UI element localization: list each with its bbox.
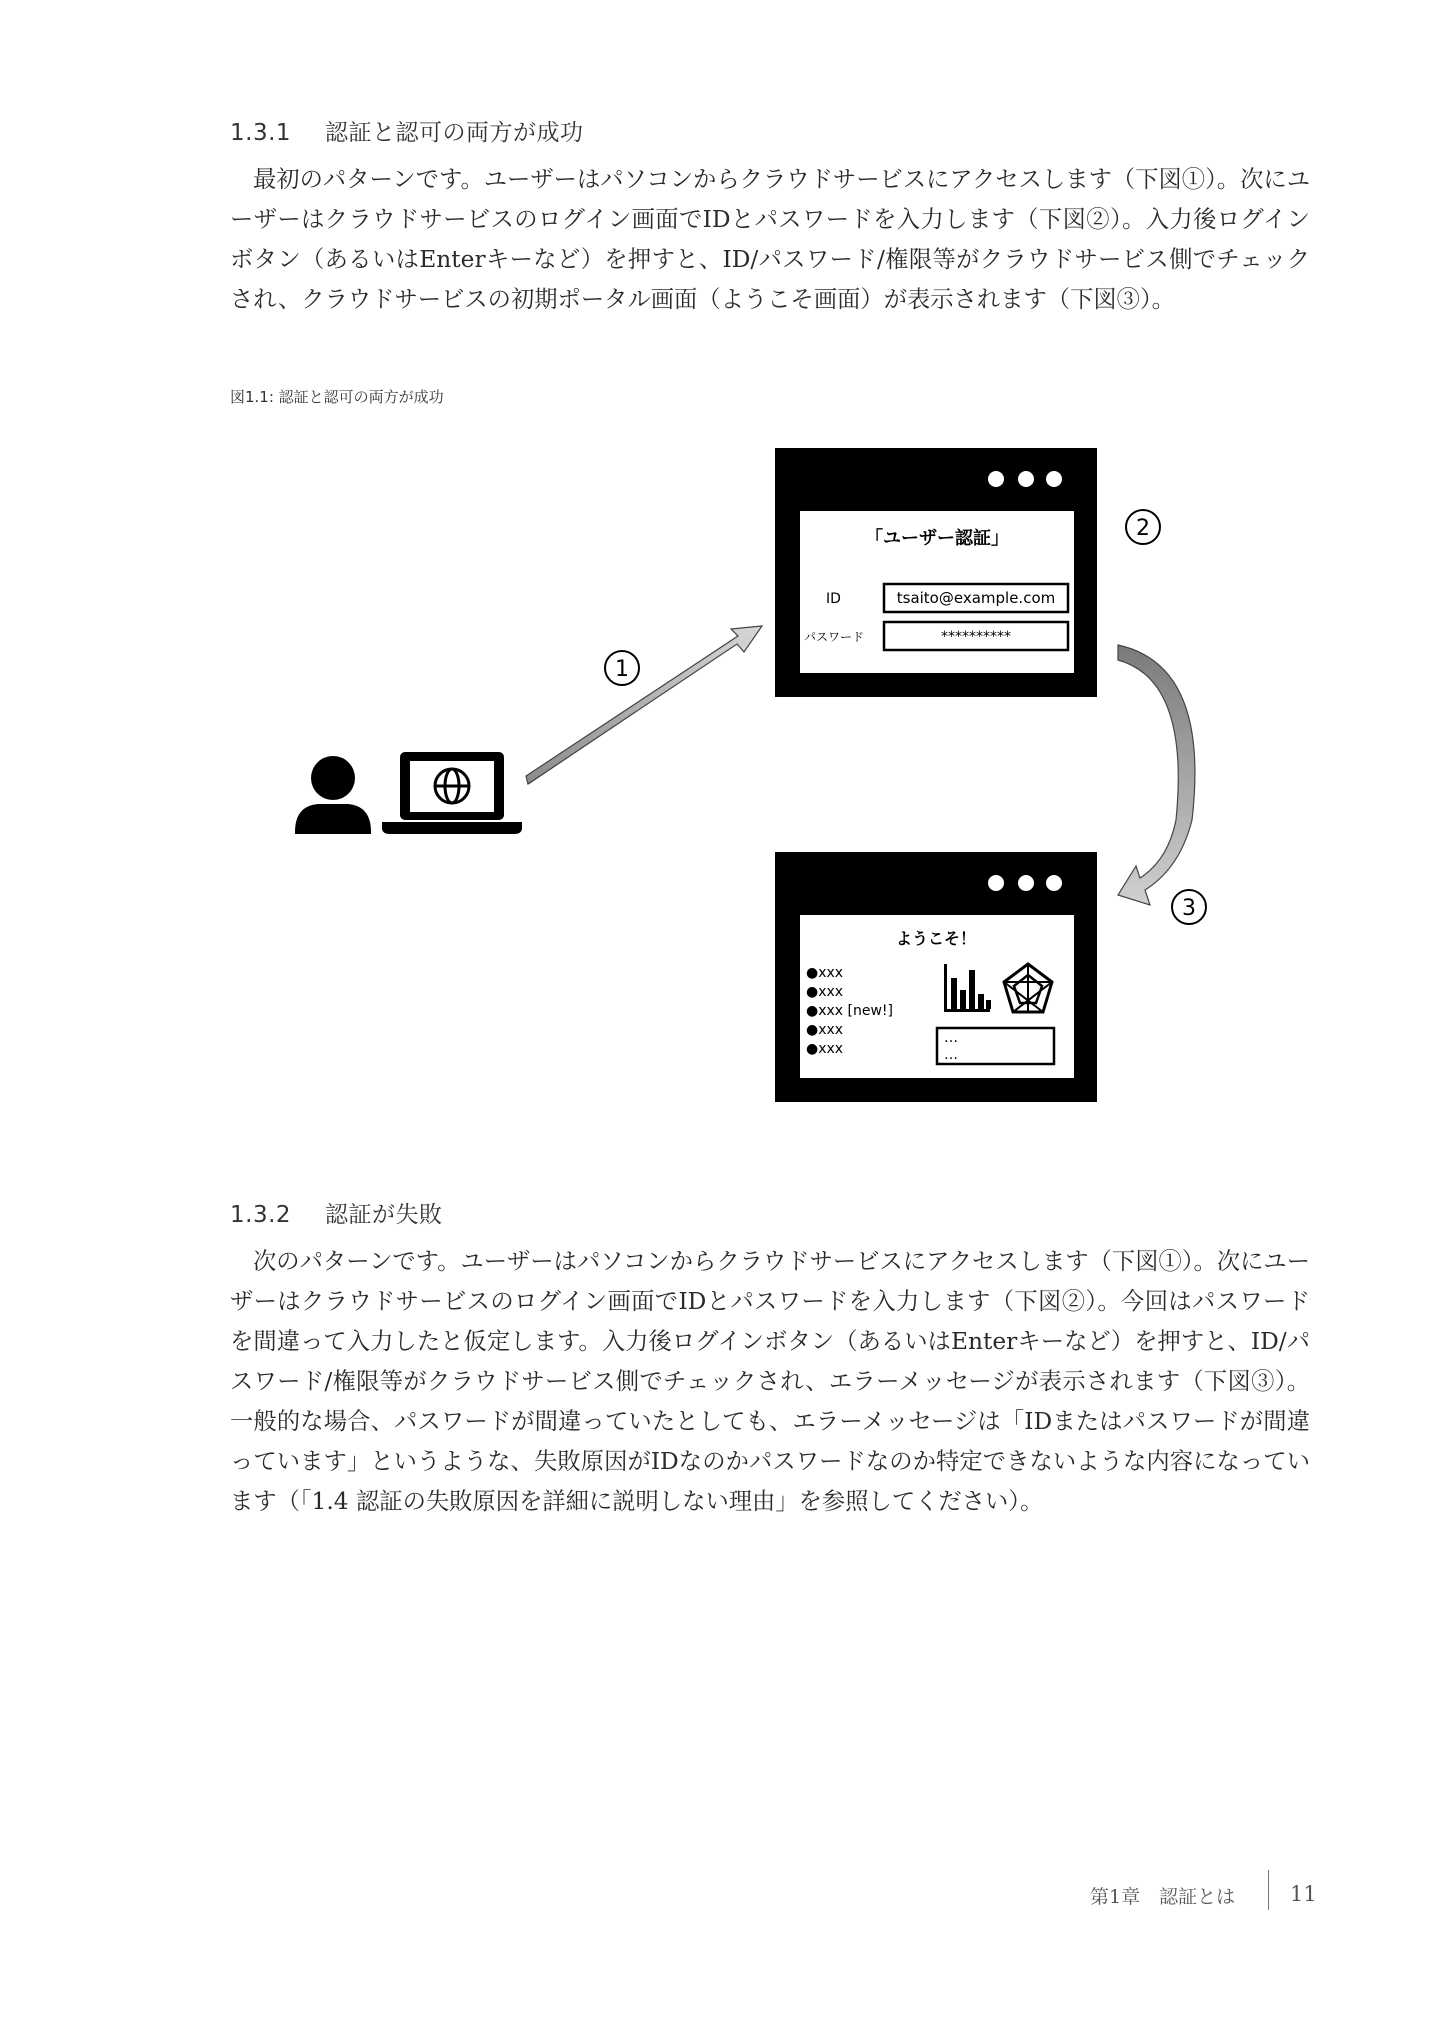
arrow-step-2-to-3: [1118, 645, 1195, 905]
arrow-step-1: [526, 626, 762, 784]
login-id-label: ID: [826, 591, 841, 607]
body-paragraph-1: 最初のパターンです。ユーザーはパソコンからクラウドサービスにアクセスします（下図①）。次にユーザーはクラウドサービスのログイン画面でIDとパスワードを入力します（下図②）。入力後ログインボタン（あるいはEnterキーなど）を押すと、ID/パスワード/権限等がクラウドサービス側でチェックされ、クラウドサービスの初期ポータル画面（ようこそ画面）が表示されます（下図③）。: [230, 166, 1310, 313]
welcome-list-item: ●xxx: [806, 965, 844, 981]
login-id-field: tsaito@example.com: [896, 589, 1056, 607]
footer-chapter: 第1章 認証とは: [1090, 1886, 1236, 1908]
welcome-box-line: …: [944, 1030, 958, 1046]
section-title: 認証と認可の両方が成功: [325, 120, 584, 146]
welcome-list-item: ●xxx: [806, 1022, 844, 1038]
footer-divider: [1268, 1870, 1269, 1910]
login-password-field: **********: [941, 629, 1011, 645]
section-number: 1.3.1: [230, 120, 292, 146]
welcome-list-item: ●xxx [new!]: [806, 1003, 893, 1019]
welcome-list-item: ●xxx: [806, 1041, 844, 1057]
section-heading-1-3-2: [230, 1196, 443, 1229]
step3-number: 3: [1182, 896, 1196, 921]
welcome-title: ようこそ！: [895, 929, 977, 948]
welcome-box-line: …: [944, 1047, 958, 1063]
welcome-info-box: [944, 1030, 958, 1063]
body-paragraph-2: 次のパターンです。ユーザーはパソコンからクラウドサービスにアクセスします（下図①）。次にユーザーはクラウドサービスのログイン画面でIDとパスワードを入力します（下図②）。今回はパスワードを間違って入力したと仮定します。入力後ログインボタン（あるいはEnterキーなど）を押すと、ID/パスワード/権限等がクラウドサービス側でチェックされ、エラーメッセージが表示されます（下図③）。一般的な場合、パスワードが間違っていたとしても、エラーメッセージは「IDまたはパスワードが間違っています」というような、失敗原因がIDなのかパスワードなのか特定できないような内容になっています（「1.4 認証の失敗原因を詳細に説明しない理由」を参照してください）。: [230, 1248, 1310, 1515]
figure-caption: 図1.1: 認証と認可の両方が成功: [230, 388, 444, 406]
page-number: 11: [1290, 1882, 1317, 1906]
step2-number: 2: [1136, 516, 1150, 541]
step1-number: 1: [615, 657, 629, 682]
welcome-list-item: ●xxx: [806, 984, 844, 1000]
login-title: 「ユーザー認証」: [865, 528, 1009, 549]
section-title: 認証が失敗: [325, 1202, 443, 1228]
section-number: 1.3.2: [230, 1202, 292, 1228]
login-password-label: パスワード: [804, 630, 865, 644]
user-icon: [295, 756, 371, 834]
laptop-icon: [382, 752, 522, 834]
login-window: [775, 448, 1097, 697]
